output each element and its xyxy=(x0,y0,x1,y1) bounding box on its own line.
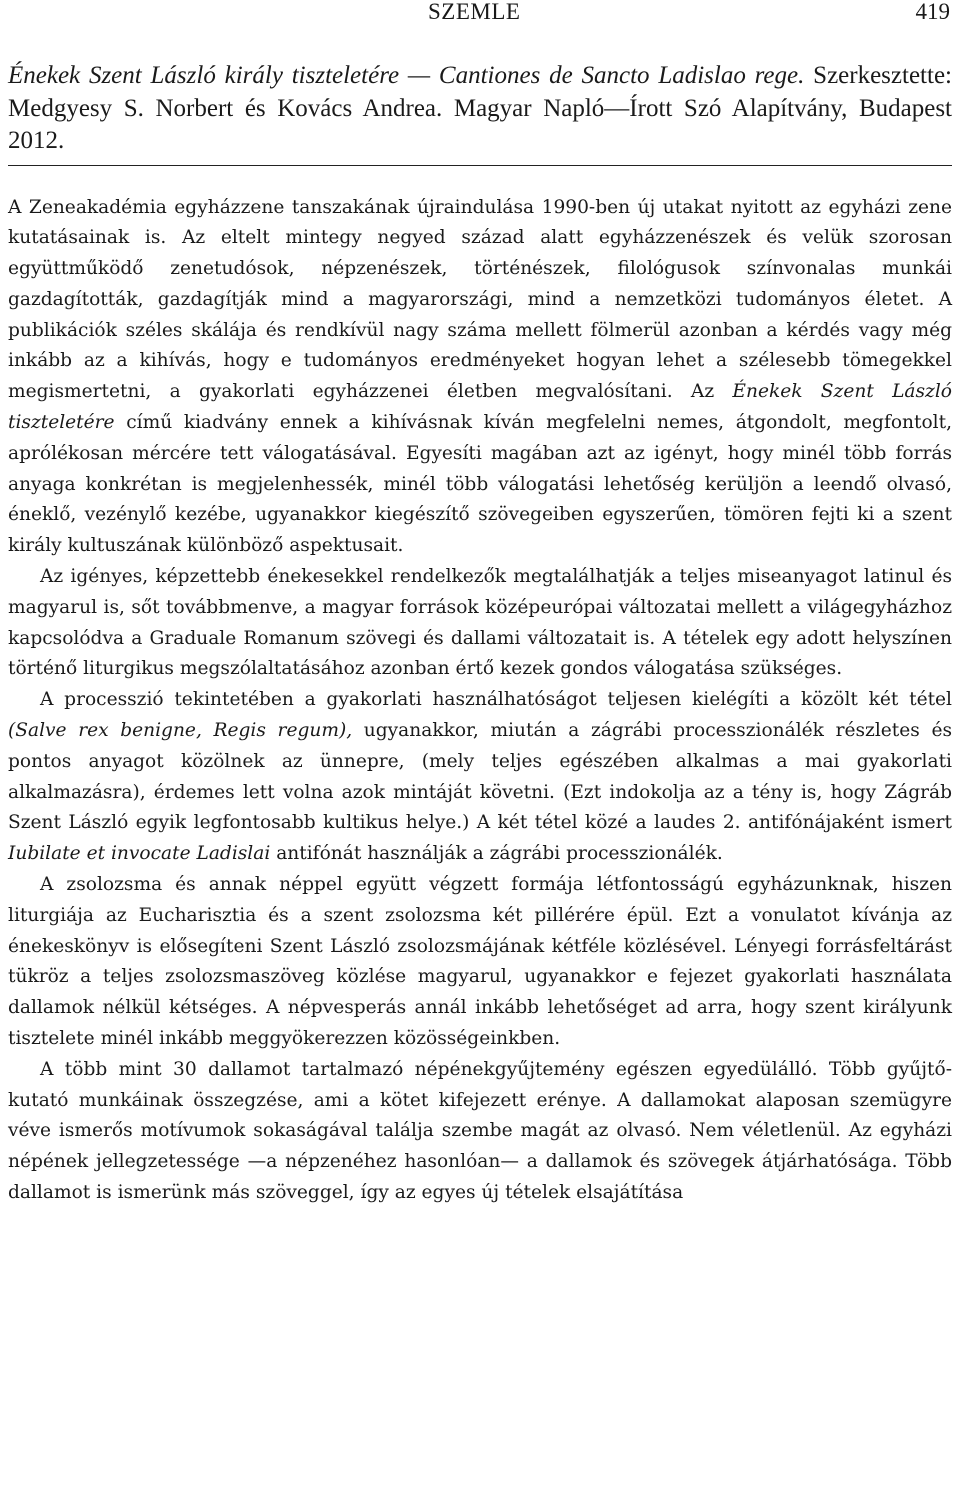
citation-divider xyxy=(8,165,952,166)
paragraph-2: Az igényes, képzettebb énekesekkel rendelkezők megtalálhatják a teljes miseanyagot latinul és magyarul is, sőt továbbmenve, a magyar források középeurópai változatai mellett a világegyházhoz kapcsolódva a Graduale Romanum szövegi és dallami változatait is. A tételek egy adott helyszínen történő liturgikus megszólaltatásához azonban értő kezek gondos válogatása szükséges. xyxy=(8,566,952,680)
paragraph-1: A Zeneakadémia egyházzene tanszakának újraindulása 1990-ben új utakat nyitott az egyházi zene kutatásainak is. Az eltelt mintegy negyed század alatt egyházzenészek és velük szorosan együttműködő zenetudósok, népzenészek, történészek, filológusok színvonalas munkái gazdagították, gazdagítják mind a magyarországi, mind a nemzetközi tudományos életet. A publikációk széles skálája és rendkívül nagy száma mellett fölmerül azonban a kérdés vagy még inkább az a kihívás, hogy e tudományos eredményeket hogyan lehet a szélesebb tömegekkel megismertetni, a gyakorlati egyházzenei életben megvalósítani. Az Énekek Szent László tiszteletére című kiadvány ennek a kihívásnak kíván megfelelni nemes, átgondolt, megfontolt, aprólékosan mércére tett válogatásával. Egyesíti magában azt az igényt, hogy minél több forrás anyaga konkrétan is megjelenhessék, minél több válogatási lehetőség kerüljön a leendő olvasó, éneklő, vezénylő kezébe, ugyanakkor kiegészítő szövegeiben egyszerűen, tömören fejti ki a szent király kultuszának különböző aspektusait. xyxy=(8,196,952,557)
paragraph-5: A több mint 30 dallamot tartalmazó népénekgyűjtemény egészen egyedülálló. Több gyűjtő-kutató munkáinak összegzése, ami a kötet kifejezett erénye. A dallamokat alaposan szemügyre véve ismerős motívumok sokaságával találja szembe magát az olvasó. Nem véletlenül. Az egyházi népének jellegzetessége —a népzenéhez hasonlóan— a dallamok és szövegek átjárhatósága. Több dallamot is ismerünk más szöveggel, így az egyes új tételek elsajátítása xyxy=(8,1058,952,1203)
antiphon-title: Iubilate et invocate Ladislai xyxy=(8,843,271,865)
book-title-inline: Énekek Szent László tiszteletére xyxy=(8,381,952,434)
book-citation xyxy=(8,60,952,158)
running-header xyxy=(8,0,952,30)
book-details: Szerkesztette: Medgyesy S. Norbert és Kovács Andrea. Magyar Napló—Írott Szó Alapítvány, Budapest 2012. xyxy=(8,62,952,154)
paragraph-4: A zsolozsma és annak néppel együtt végzett formája létfontosságú egyházunknak, hiszen liturgiája az Eucharisztia és a szent zsolozsma két pillérére épül. Ezt a vonulatot kívánja az énekeskönyv is elősegíteni Szent László zsolozsmájának kétféle közlésével. Lényegi forrásfeltárást tükröz a teljes zsolozsmaszöveg közlése magyarul, ugyanakkor e fejezet gyakorlati használata dallamok nélkül kétséges. A népvesperás annál inkább lehetőséget ad arra, hogy szent királyunk tisztelete minél inkább meggyökerezzen közösségeinkben. xyxy=(8,874,952,1050)
review-body xyxy=(8,193,952,1209)
page-number: 419 xyxy=(915,0,950,24)
paragraph-3: A processzió tekintetében a gyakorlati használhatóságot teljesen kielégíti a közölt két tétel (Salve rex benigne, Regis regum), ugyanakkor, miután a zágrábi processzionálék részletes és pontos anyagot közölnek az ünnepre, (mely teljes egészében alkalmas a mai gyakorlati alkalmazásra), érdemes lett volna azok mintáját követni. (Ezt indokolja az a tény is, hogy Zágráb Szent László egyik legfontosabb kultikus helye.) A két tétel közé a laudes 2. antifónájaként ismert Iubilate et invocate Ladislai antifónát használják a zágrábi processzionálék. xyxy=(8,689,952,865)
page xyxy=(8,0,952,1209)
chant-titles: (Salve rex benigne, Regis regum), xyxy=(8,720,353,742)
running-title: SZEMLE xyxy=(428,0,521,24)
book-title: Énekek Szent László király tiszteletére — Cantiones de Sancto Ladislao rege. xyxy=(8,62,805,89)
